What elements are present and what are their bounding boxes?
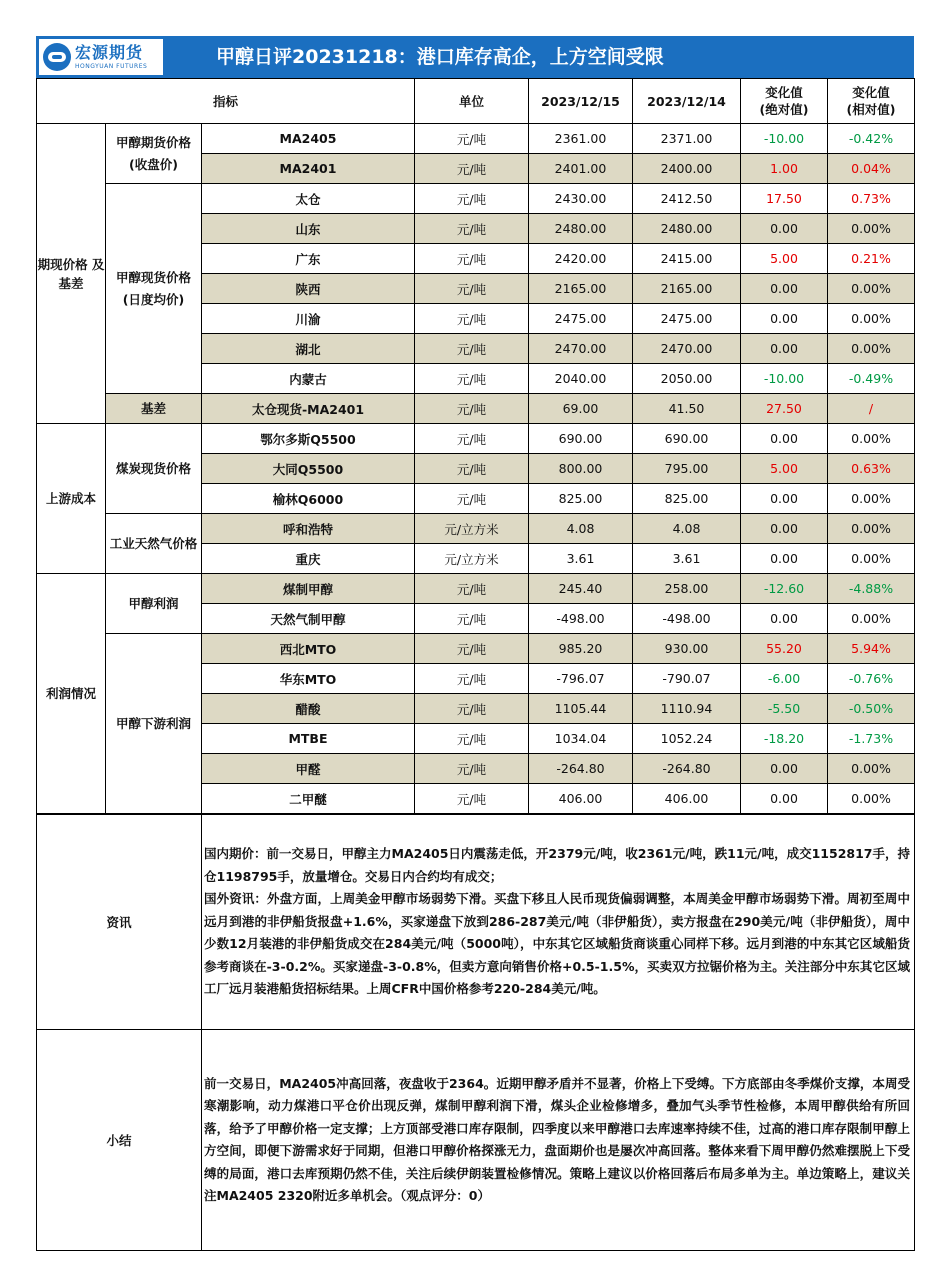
subcategory-cell: 工业天然气价格 — [106, 514, 202, 574]
unit-cell: 元/吨 — [415, 454, 529, 484]
unit-cell: 元/吨 — [415, 784, 529, 814]
logo-mark-icon — [43, 43, 71, 71]
date2-value-cell: 4.08 — [633, 514, 741, 544]
date1-value-cell: 69.00 — [529, 394, 633, 424]
date1-value-cell: 1034.04 — [529, 724, 633, 754]
date2-value-cell: -790.07 — [633, 664, 741, 694]
abs-change-cell: -12.60 — [741, 574, 828, 604]
date1-value-cell: 2361.00 — [529, 124, 633, 154]
table-header-row — [37, 79, 915, 124]
table-row — [37, 514, 915, 544]
title-bar — [36, 36, 914, 78]
table-row — [37, 574, 915, 604]
abs-change-cell: 27.50 — [741, 394, 828, 424]
info-paragraph-domestic: 国内期价：前一交易日，甲醇主力MA2405日内震荡走低，开2379元/吨，收2361元/吨，跌11元/吨，成交1152817手，持仓1198795手，放量增仓。交易日内合约均有成交； — [204, 846, 910, 884]
date2-value-cell: 2165.00 — [633, 274, 741, 304]
abs-change-cell: -18.20 — [741, 724, 828, 754]
rel-change-cell: 0.00% — [828, 304, 915, 334]
date2-value-cell: 2050.00 — [633, 364, 741, 394]
date1-value-cell: 2480.00 — [529, 214, 633, 244]
info-row — [37, 815, 915, 1030]
header-unit: 单位 — [415, 79, 529, 124]
rel-change-cell: 0.00% — [828, 274, 915, 304]
abs-change-cell: 0.00 — [741, 754, 828, 784]
abs-change-cell: 1.00 — [741, 154, 828, 184]
date1-value-cell: 825.00 — [529, 484, 633, 514]
rel-change-cell: 0.00% — [828, 514, 915, 544]
indicator-name-cell: 重庆 — [202, 544, 415, 574]
indicator-name-cell: 天然气制甲醇 — [202, 604, 415, 634]
abs-change-cell: 0.00 — [741, 214, 828, 244]
unit-cell: 元/吨 — [415, 364, 529, 394]
date2-value-cell: 930.00 — [633, 634, 741, 664]
unit-cell: 元/吨 — [415, 694, 529, 724]
rel-change-cell: / — [828, 394, 915, 424]
date1-value-cell: 2475.00 — [529, 304, 633, 334]
indicator-name-cell: 二甲醚 — [202, 784, 415, 814]
rel-change-cell: 0.73% — [828, 184, 915, 214]
date1-value-cell: 2165.00 — [529, 274, 633, 304]
category-cell: 期现价格 及基差 — [37, 124, 106, 424]
unit-cell: 元/吨 — [415, 664, 529, 694]
date1-value-cell: 2470.00 — [529, 334, 633, 364]
unit-cell: 元/立方米 — [415, 544, 529, 574]
date1-value-cell: 800.00 — [529, 454, 633, 484]
date2-value-cell: 2415.00 — [633, 244, 741, 274]
date1-value-cell: 4.08 — [529, 514, 633, 544]
abs-change-cell: 0.00 — [741, 304, 828, 334]
date2-value-cell: 406.00 — [633, 784, 741, 814]
table-row — [37, 424, 915, 454]
date2-value-cell: 41.50 — [633, 394, 741, 424]
indicator-name-cell: 陕西 — [202, 274, 415, 304]
logo-cn-text: 宏源期货 — [75, 42, 144, 62]
indicator-name-cell: 榆林Q6000 — [202, 484, 415, 514]
unit-cell: 元/立方米 — [415, 514, 529, 544]
date1-value-cell: 406.00 — [529, 784, 633, 814]
data-table — [36, 78, 915, 814]
indicator-name-cell: 湖北 — [202, 334, 415, 364]
subcategory-cell: 甲醇现货价格 (日度均价) — [106, 184, 202, 394]
unit-cell: 元/吨 — [415, 574, 529, 604]
date2-value-cell: 690.00 — [633, 424, 741, 454]
date2-value-cell: 825.00 — [633, 484, 741, 514]
rel-change-cell: 0.00% — [828, 604, 915, 634]
abs-change-cell: 17.50 — [741, 184, 828, 214]
subcategory-cell: 煤炭现货价格 — [106, 424, 202, 514]
subcategory-cell: 甲醇下游利润 — [106, 634, 202, 814]
indicator-name-cell: MA2405 — [202, 124, 415, 154]
indicator-name-cell: 华东MTO — [202, 664, 415, 694]
rel-change-cell: 0.63% — [828, 454, 915, 484]
indicator-name-cell: MTBE — [202, 724, 415, 754]
unit-cell: 元/吨 — [415, 484, 529, 514]
indicator-name-cell: 广东 — [202, 244, 415, 274]
date1-value-cell: 985.20 — [529, 634, 633, 664]
unit-cell: 元/吨 — [415, 424, 529, 454]
abs-change-cell: 0.00 — [741, 514, 828, 544]
abs-change-cell: -6.00 — [741, 664, 828, 694]
date2-value-cell: 3.61 — [633, 544, 741, 574]
abs-change-cell: 5.00 — [741, 244, 828, 274]
abs-change-cell: 0.00 — [741, 484, 828, 514]
unit-cell: 元/吨 — [415, 394, 529, 424]
date1-value-cell: -796.07 — [529, 664, 633, 694]
summary-label: 小结 — [37, 1030, 202, 1251]
info-paragraph-foreign: 国外资讯：外盘方面，上周美金甲醇市场弱势下滑。买盘下移且人民币现货偏弱调整，本周美金甲醇市场弱势下滑。周初至周中远月到港的非伊船货报盘+1.6%，买家递盘下放到286-287美元/吨（非伊船货），卖方报盘在290美元/吨（非伊船货），周中少数12月装港的非伊船货成交在284美元/吨（5000吨），中东其它区域船货商谈重心同样下移。远月到港的中东其它区域船货参考商谈在-3-0.2%。买家递盘-3-0.8%，但卖方意向销售价格+0.5-1.5%，买卖双方拉锯价格为主。关注部分中东其它区域工厂远月装港船货招标结果。上周CFR中国价格参考220-284美元/吨。 — [204, 891, 910, 997]
rel-change-cell: 0.00% — [828, 214, 915, 244]
date2-value-cell: 1052.24 — [633, 724, 741, 754]
rel-change-cell: 0.00% — [828, 784, 915, 814]
abs-change-cell: 0.00 — [741, 274, 828, 304]
info-label: 资讯 — [37, 815, 202, 1030]
unit-cell: 元/吨 — [415, 244, 529, 274]
summary-row — [37, 1030, 915, 1251]
rel-change-cell: -0.50% — [828, 694, 915, 724]
date2-value-cell: 2475.00 — [633, 304, 741, 334]
rel-change-cell: 0.00% — [828, 484, 915, 514]
unit-cell: 元/吨 — [415, 214, 529, 244]
unit-cell: 元/吨 — [415, 184, 529, 214]
unit-cell: 元/吨 — [415, 604, 529, 634]
report-title: 甲醇日评20231218：港口库存高企，上方空间受限 — [216, 46, 664, 68]
table-row — [37, 124, 915, 154]
abs-change-cell: 5.00 — [741, 454, 828, 484]
rel-change-cell: -0.49% — [828, 364, 915, 394]
date1-value-cell: 2420.00 — [529, 244, 633, 274]
header-date1: 2023/12/15 — [529, 79, 633, 124]
indicator-name-cell: 太仓 — [202, 184, 415, 214]
rel-change-cell: 0.04% — [828, 154, 915, 184]
report-sheet — [36, 36, 914, 1251]
abs-change-cell: 55.20 — [741, 634, 828, 664]
date1-value-cell: 1105.44 — [529, 694, 633, 724]
indicator-name-cell: 鄂尔多斯Q5500 — [202, 424, 415, 454]
rel-change-cell: -4.88% — [828, 574, 915, 604]
rel-change-cell: -0.42% — [828, 124, 915, 154]
date1-value-cell: 690.00 — [529, 424, 633, 454]
unit-cell: 元/吨 — [415, 274, 529, 304]
rel-change-cell: 0.21% — [828, 244, 915, 274]
rel-change-cell: 0.00% — [828, 334, 915, 364]
table-row — [37, 184, 915, 214]
abs-change-cell: -5.50 — [741, 694, 828, 724]
indicator-name-cell: 煤制甲醇 — [202, 574, 415, 604]
header-abs-change: 变化值 (绝对值) — [741, 79, 828, 124]
date1-value-cell: 245.40 — [529, 574, 633, 604]
unit-cell: 元/吨 — [415, 634, 529, 664]
indicator-name-cell: 呼和浩特 — [202, 514, 415, 544]
indicator-name-cell: MA2401 — [202, 154, 415, 184]
unit-cell: 元/吨 — [415, 754, 529, 784]
table-row — [37, 634, 915, 664]
indicator-name-cell: 大同Q5500 — [202, 454, 415, 484]
abs-change-cell: 0.00 — [741, 604, 828, 634]
rel-change-cell: -0.76% — [828, 664, 915, 694]
rel-change-cell: 0.00% — [828, 544, 915, 574]
indicator-name-cell: 甲醛 — [202, 754, 415, 784]
header-indicator: 指标 — [37, 79, 415, 124]
abs-change-cell: 0.00 — [741, 334, 828, 364]
header-date2: 2023/12/14 — [633, 79, 741, 124]
indicator-name-cell: 醋酸 — [202, 694, 415, 724]
abs-change-cell: 0.00 — [741, 784, 828, 814]
unit-cell: 元/吨 — [415, 334, 529, 364]
indicator-name-cell: 内蒙古 — [202, 364, 415, 394]
date1-value-cell: 2401.00 — [529, 154, 633, 184]
category-cell: 上游成本 — [37, 424, 106, 574]
date2-value-cell: 795.00 — [633, 454, 741, 484]
unit-cell: 元/吨 — [415, 304, 529, 334]
subcategory-cell: 甲醇期货价格 (收盘价) — [106, 124, 202, 184]
date2-value-cell: 2371.00 — [633, 124, 741, 154]
abs-change-cell: 0.00 — [741, 544, 828, 574]
date1-value-cell: 2040.00 — [529, 364, 633, 394]
notes-table — [36, 814, 915, 1251]
unit-cell: 元/吨 — [415, 724, 529, 754]
indicator-name-cell: 西北MTO — [202, 634, 415, 664]
rel-change-cell: -1.73% — [828, 724, 915, 754]
summary-text: 前一交易日，MA2405冲高回落，夜盘收于2364。近期甲醇矛盾并不显著，价格上下受缚。下方底部由冬季煤价支撑，本周受寒潮影响，动力煤港口平仓价出现反弹，煤制甲醇利润下滑，煤头企业检修增多，叠加气头季节性检修，本周甲醇供给有所回落，给予了甲醇价格一定支撑；上方顶部受港口库存限制，四季度以来甲醇港口去库速率持续不佳，过高的港口库存限制甲醇上方空间，即便下游需求好于同期，但港口甲醇价格探涨无力，盘面期价也是屡次冲高回落。整体来看下周甲醇仍然难摆脱上下受缚的局面，港口去库预期仍然不佳，关注后续伊朗装置检修情况。策略上建议以价格回落后布局多单为主。单边策略上，建议关注MA2405 2320附近多单机会。（观点评分：0） — [202, 1030, 915, 1251]
unit-cell: 元/吨 — [415, 154, 529, 184]
date2-value-cell: 2400.00 — [633, 154, 741, 184]
logo-en-text: HONGYUAN FUTURES — [75, 62, 148, 70]
date2-value-cell: 1110.94 — [633, 694, 741, 724]
date2-value-cell: 2412.50 — [633, 184, 741, 214]
company-logo — [39, 39, 163, 75]
indicator-name-cell: 川渝 — [202, 304, 415, 334]
date2-value-cell: -498.00 — [633, 604, 741, 634]
rel-change-cell: 5.94% — [828, 634, 915, 664]
date1-value-cell: -498.00 — [529, 604, 633, 634]
date2-value-cell: 2470.00 — [633, 334, 741, 364]
category-cell: 利润情况 — [37, 574, 106, 814]
indicator-name-cell: 太仓现货-MA2401 — [202, 394, 415, 424]
abs-change-cell: 0.00 — [741, 424, 828, 454]
subcategory-cell: 甲醇利润 — [106, 574, 202, 634]
header-rel-change: 变化值 (相对值) — [828, 79, 915, 124]
date1-value-cell: 2430.00 — [529, 184, 633, 214]
date2-value-cell: 2480.00 — [633, 214, 741, 244]
subcategory-cell: 基差 — [106, 394, 202, 424]
date1-value-cell: 3.61 — [529, 544, 633, 574]
indicator-name-cell: 山东 — [202, 214, 415, 244]
date2-value-cell: 258.00 — [633, 574, 741, 604]
date2-value-cell: -264.80 — [633, 754, 741, 784]
info-text — [202, 815, 915, 1030]
unit-cell: 元/吨 — [415, 124, 529, 154]
table-row — [37, 394, 915, 424]
abs-change-cell: -10.00 — [741, 124, 828, 154]
rel-change-cell: 0.00% — [828, 754, 915, 784]
rel-change-cell: 0.00% — [828, 424, 915, 454]
abs-change-cell: -10.00 — [741, 364, 828, 394]
date1-value-cell: -264.80 — [529, 754, 633, 784]
